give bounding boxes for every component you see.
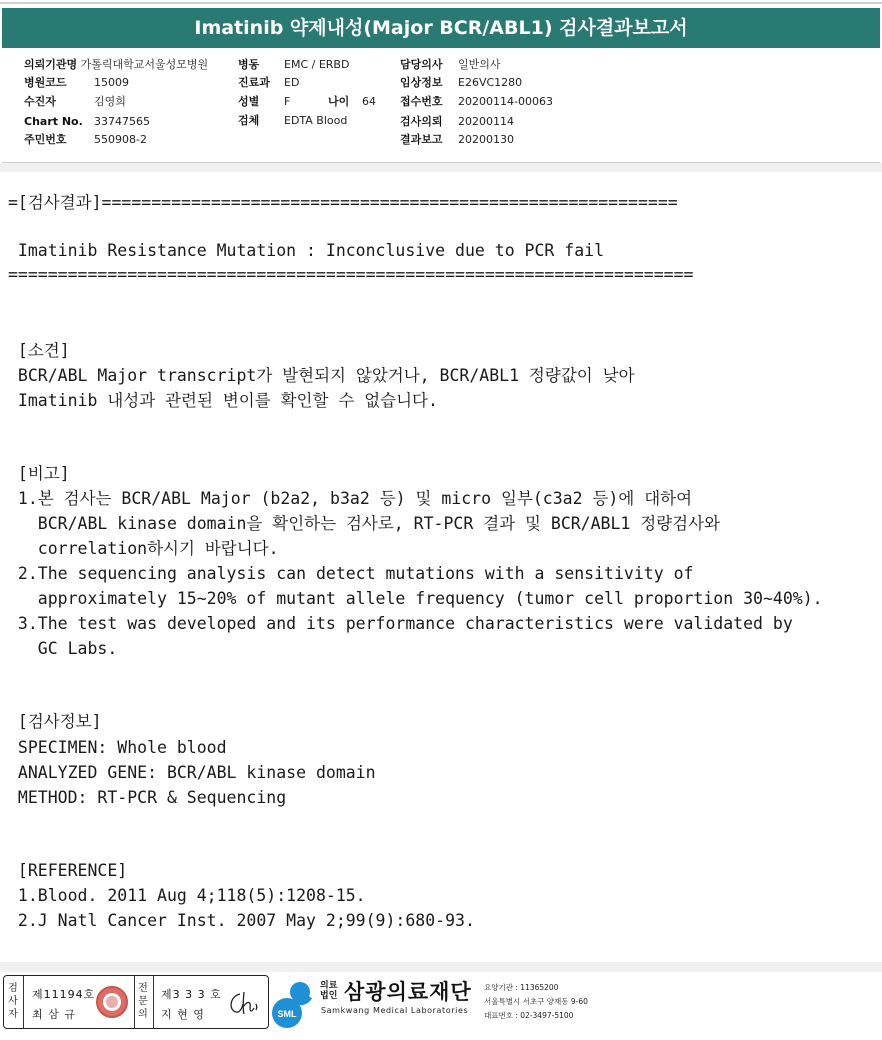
info-value: EDTA Blood bbox=[284, 114, 348, 127]
info-label: 병동 bbox=[238, 58, 260, 71]
info-accession bbox=[400, 95, 553, 109]
org-prefix: 의료법인 bbox=[320, 981, 338, 1001]
info-chart-no bbox=[24, 115, 150, 129]
top-rule bbox=[0, 2, 882, 4]
remarks-line: GC Labs. bbox=[8, 639, 118, 658]
info-value: 김영희 bbox=[94, 95, 126, 108]
divider bbox=[153, 976, 154, 1028]
info-resident-no bbox=[24, 133, 147, 147]
info-value: 가톨릭대학교서울성모병원 bbox=[80, 58, 209, 71]
opinion-heading: [소견] bbox=[8, 341, 70, 360]
vertical-char: 전 bbox=[138, 983, 148, 994]
info-patient bbox=[24, 95, 126, 109]
info-value: 15009 bbox=[94, 76, 129, 89]
opinion-line: BCR/ABL Major transcript가 발현되지 않았거나, BCR/ABL1 정량값이 낮아 bbox=[8, 366, 635, 385]
remarks-line: approximately 15~20% of mutant allele frequency (tumor cell proportion 30~40%). bbox=[8, 589, 823, 608]
remarks-line: BCR/ABL kinase domain을 확인하는 검사로, RT-PCR 결과 및 BCR/ABL1 정량검사와 bbox=[8, 514, 720, 533]
info-label: 결과보고 bbox=[400, 133, 443, 146]
remarks-line: correlation하시기 바랍니다. bbox=[8, 539, 279, 558]
info-specimen bbox=[238, 114, 347, 128]
info-age bbox=[328, 95, 376, 109]
info-value: 20200114 bbox=[458, 115, 514, 128]
examiner-name: 최 삼 규 bbox=[32, 1008, 76, 1021]
info-label: 주민번호 bbox=[24, 133, 67, 146]
org-name: 삼광의료재단 bbox=[344, 980, 472, 1004]
divider bbox=[134, 976, 135, 1028]
examiner-vertical-label bbox=[7, 982, 19, 1021]
info-value: EMC / ERBD bbox=[284, 58, 350, 71]
vertical-char: 검 bbox=[8, 983, 18, 994]
remarks-line: 1.본 검사는 BCR/ABL Major (b2a2, b3a2 등) 및 micro 일부(c3a2 등)에 대하여 bbox=[8, 489, 693, 508]
info-clinical bbox=[400, 76, 522, 90]
test-info-line: METHOD: RT-PCR & Sequencing bbox=[8, 788, 287, 807]
specialist-vertical-label bbox=[137, 982, 149, 1021]
divider bbox=[23, 976, 24, 1028]
remarks-line: 2.The sequencing analysis can detect mutations with a sensitivity of bbox=[8, 564, 694, 583]
patient-info-panel bbox=[2, 48, 880, 163]
info-value: 20200114-00063 bbox=[458, 95, 553, 108]
vertical-char: 자 bbox=[8, 1009, 18, 1020]
vertical-char: 의 bbox=[138, 1009, 148, 1020]
info-value: ED bbox=[284, 76, 300, 89]
info-value: 20200130 bbox=[458, 133, 514, 146]
info-request-date bbox=[400, 115, 514, 129]
org-address: 서울특별시 서초구 양재동 9-60 bbox=[484, 997, 588, 1006]
reference-heading: [REFERENCE] bbox=[8, 861, 128, 880]
info-institution bbox=[24, 58, 208, 72]
section-gap bbox=[0, 163, 882, 172]
seal-icon bbox=[96, 986, 128, 1018]
info-label: 담당의사 bbox=[400, 58, 443, 71]
test-info-line: ANALYZED GENE: BCR/ABL kinase domain bbox=[8, 763, 376, 782]
org-code: 요양기관 : 11365200 bbox=[484, 983, 559, 992]
result-footer-line: ===================================================================== bbox=[8, 265, 694, 284]
reference-line: 1.Blood. 2011 Aug 4;118(5):1208-15. bbox=[8, 886, 366, 905]
signature-icon bbox=[226, 988, 262, 1018]
info-value: E26VC1280 bbox=[458, 76, 523, 89]
info-label: 접수번호 bbox=[400, 95, 443, 108]
info-sex bbox=[238, 95, 290, 109]
footer-gap bbox=[0, 962, 882, 972]
info-value: 일반의사 bbox=[458, 58, 501, 71]
specialist-id: 제3 3 3 호 bbox=[161, 988, 222, 1001]
info-label: 나이 bbox=[328, 95, 350, 108]
info-report-date bbox=[400, 133, 514, 147]
report-title: Imatinib 약제내성(Major BCR/ABL1) 검사결과보고서 bbox=[2, 8, 880, 48]
info-label: 의뢰기관명 bbox=[24, 58, 78, 71]
info-label: 수진자 bbox=[24, 95, 56, 108]
test-info-heading: [검사정보] bbox=[8, 712, 102, 731]
org-phone: 대표번호 : 02-3497-5100 bbox=[484, 1011, 574, 1020]
info-value: 64 bbox=[362, 95, 376, 108]
info-label: 검체 bbox=[238, 114, 260, 127]
signature-box bbox=[3, 975, 269, 1029]
info-label: 진료과 bbox=[238, 76, 270, 89]
report-footer bbox=[0, 972, 882, 1040]
sml-logo-icon bbox=[270, 977, 318, 1029]
info-label: 병원코드 bbox=[24, 76, 67, 89]
test-info-line: SPECIMEN: Whole blood bbox=[8, 738, 227, 757]
info-label: 성별 bbox=[238, 95, 260, 108]
remarks-heading: [비고] bbox=[8, 464, 70, 483]
org-english-name: Samkwang Medical Laboratories bbox=[321, 1006, 469, 1015]
reference-line: 2.J Natl Cancer Inst. 2007 May 2;99(9):680-93. bbox=[8, 911, 475, 930]
vertical-char: 사 bbox=[8, 996, 18, 1007]
specialist-name: 지 현 영 bbox=[161, 1008, 205, 1021]
info-department bbox=[238, 76, 299, 90]
info-label: 검사의뢰 bbox=[400, 115, 443, 128]
info-doctor bbox=[400, 58, 501, 72]
info-label: 임상정보 bbox=[400, 76, 443, 89]
info-label: Chart No. bbox=[24, 115, 83, 128]
info-hospital-code bbox=[24, 76, 129, 90]
info-value: 33747565 bbox=[94, 115, 150, 128]
remarks-line: 3.The test was developed and its performance characteristics were validated by bbox=[8, 614, 793, 633]
examiner-id: 제11194호 bbox=[32, 988, 96, 1001]
result-header-line: =[검사결과]========================================================== bbox=[8, 193, 678, 212]
info-value: F bbox=[284, 95, 291, 108]
opinion-line: Imatinib 내성과 관련된 변이를 확인할 수 없습니다. bbox=[8, 391, 438, 410]
info-ward bbox=[238, 58, 349, 72]
result-line: Imatinib Resistance Mutation : Inconclusive due to PCR fail bbox=[8, 241, 605, 260]
vertical-char: 문 bbox=[138, 996, 148, 1007]
logo-text: SML bbox=[277, 1009, 297, 1019]
info-value: 550908-2 bbox=[94, 133, 147, 146]
